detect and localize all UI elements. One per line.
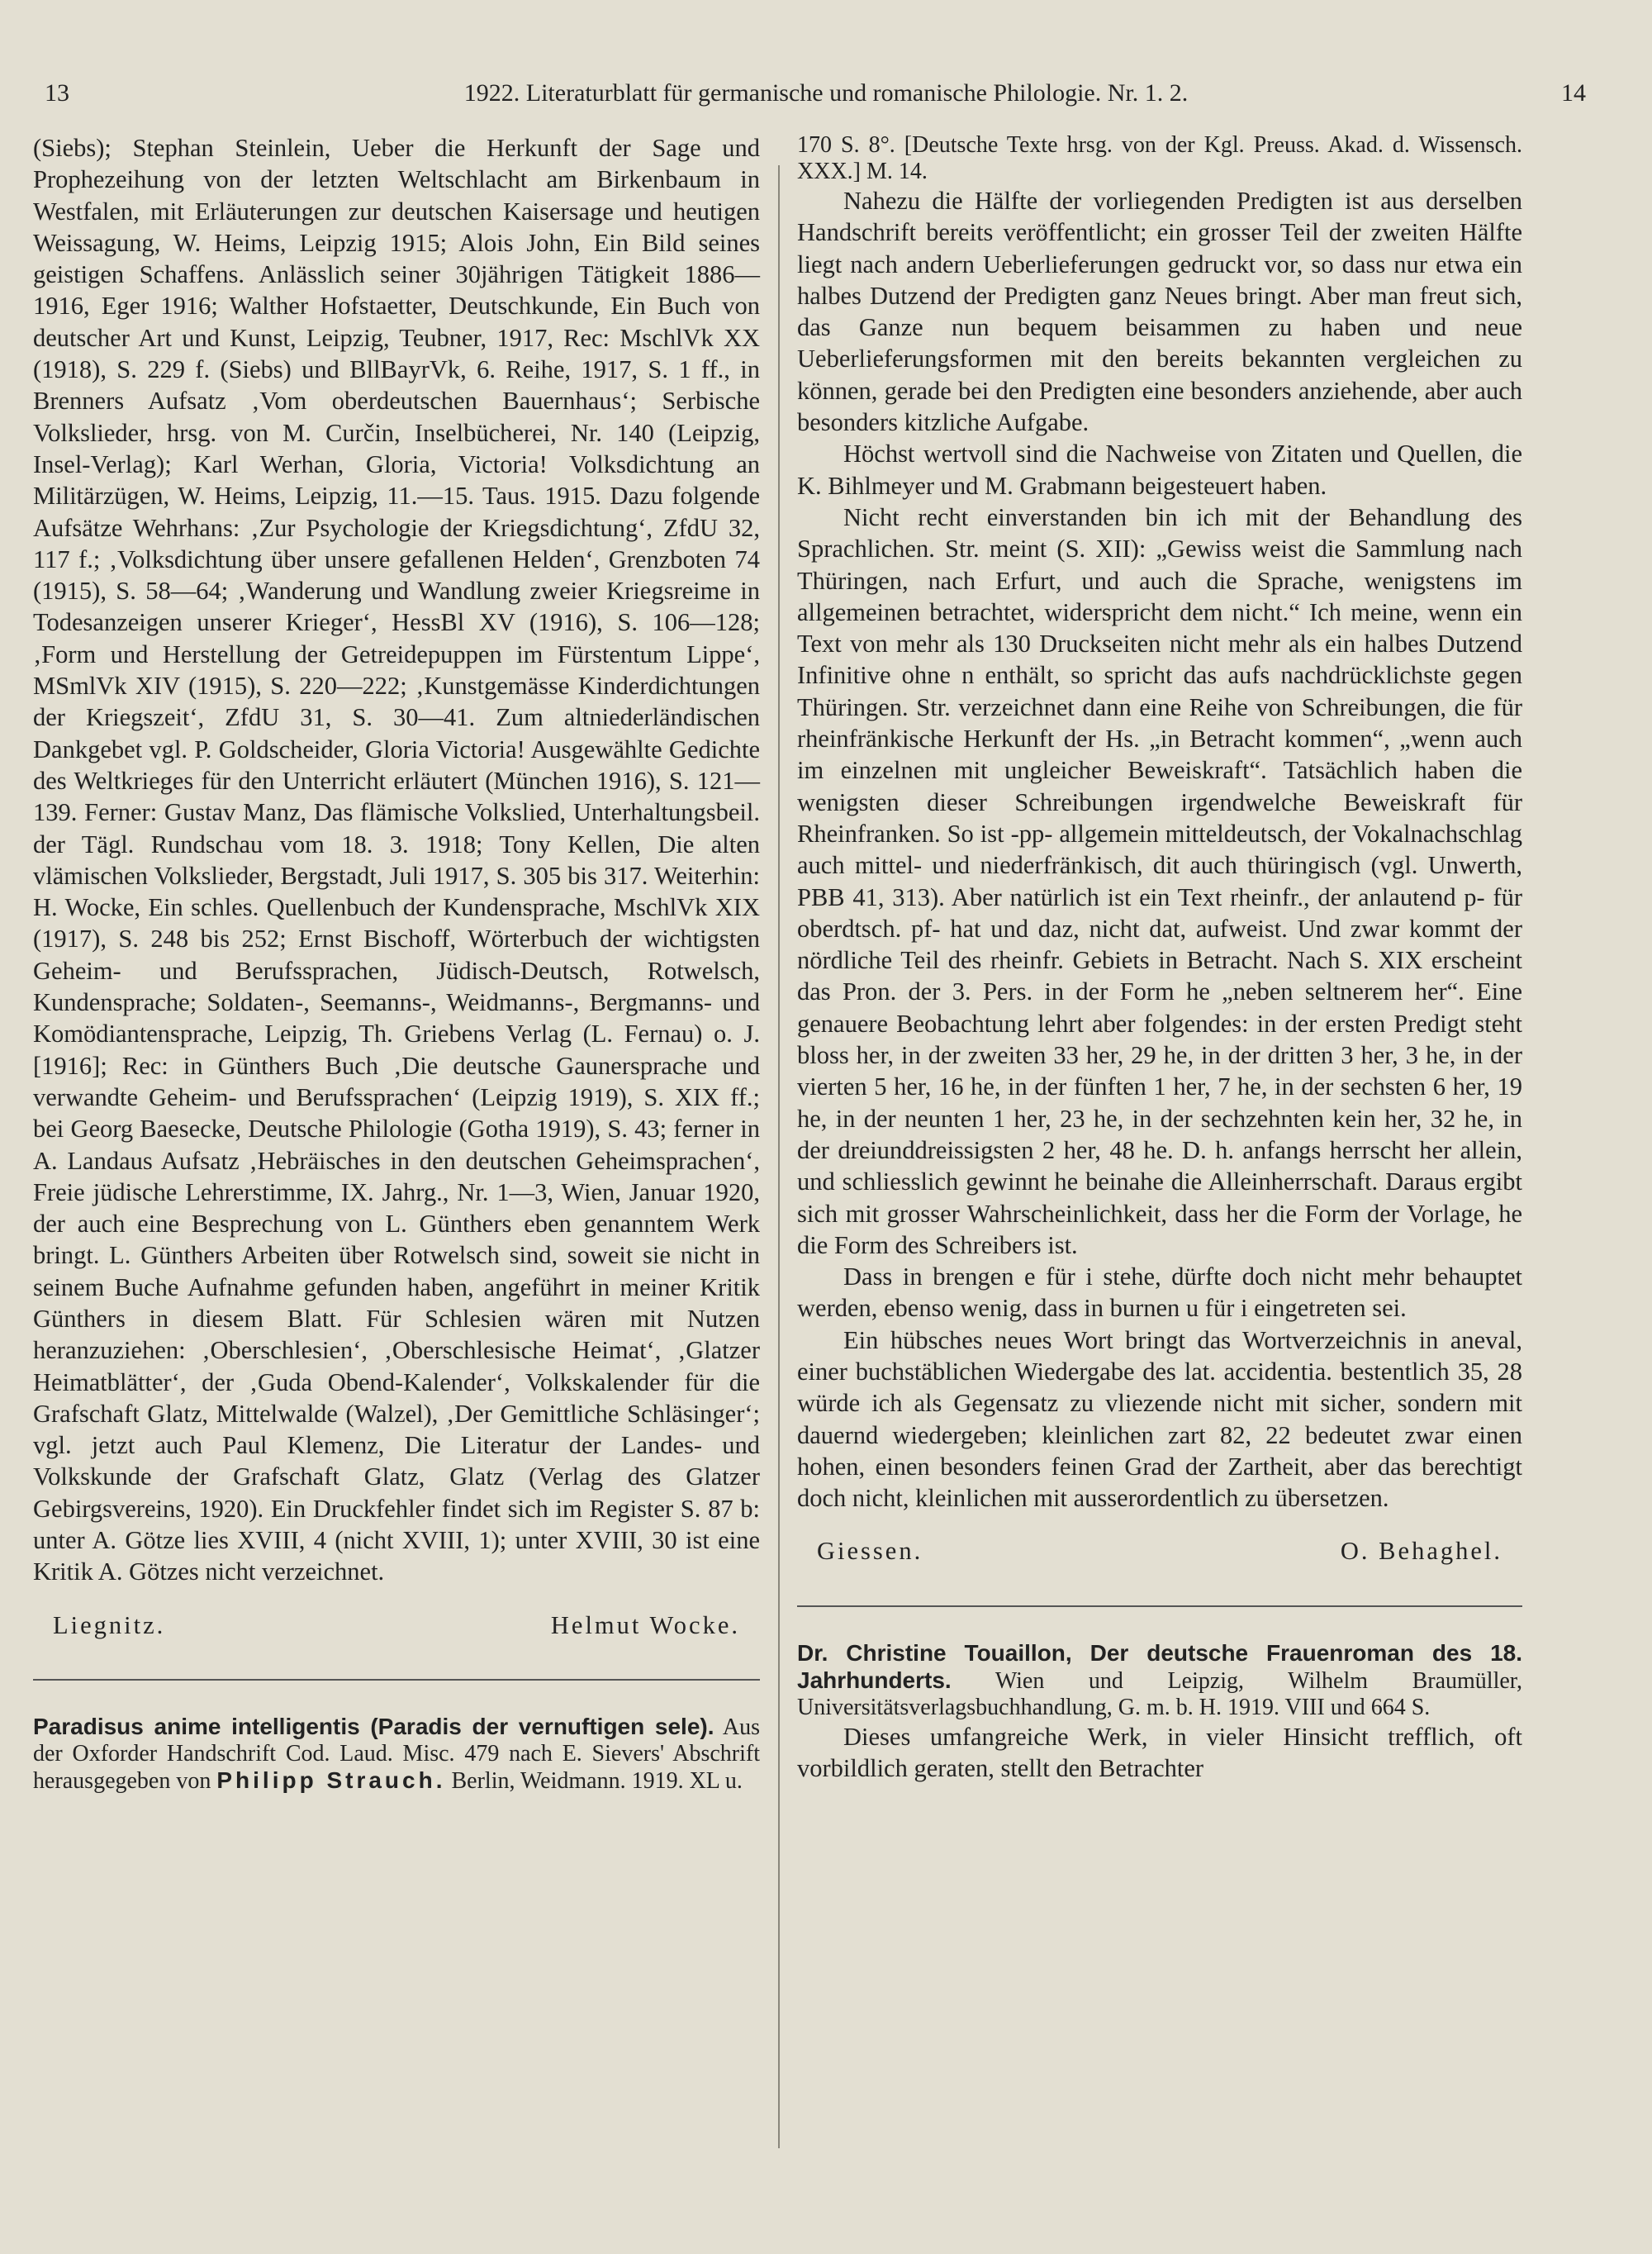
section-rule [33,1679,760,1681]
signature-place: Giessen. [817,1537,923,1566]
signature-author: O. Behaghel. [1340,1537,1502,1566]
review-body: Aus der Oxforder Handschrift Cod. Laud. Misc. 479 nach E. Sievers' Abschrift herausgegeben von [33,1714,760,1794]
paragraph-5: Ein hübsches neues Wort bringt das Wortverzeichnis in aneval, einer buchstäblichen Wiedergabe des lat. accidentia. bestentlich 35, 28 würde ich als Gegensatz zu vliezende nicht mit sicher, sondern mit dauernd wiedergeben; kleinlichen zart 82, 22 bedeutet zwar einen hohen, einen besonders feinen Grad der Zartheit, aber das berechtigt doch nicht, kleinlichen mit ausserordentlich zu übersetzen. [797,1325,1522,1513]
review-intro: 170 S. 8°. [Deutsche Texte hrsg. von der Kgl. Preuss. Akad. d. Wissensch. XXX.] M. 14. [797,132,1522,184]
page-header [33,79,1619,121]
paragraph-1: Nahezu die Hälfte der vorliegenden Predigten ist aus derselben Handschrift bereits veröffentlicht; ein grosser Teil der zweiten Hälfte liegt nach andern Ueberlieferungen gedruckt vor, so dass nur etwa ein halbes Dutzend der Predigten ganz Neues bringt. Aber man freut sich, das Ganze nun bequem beisammen zu haben und neue Ueberlieferungsformen mit den bereits bekannten vergleichen zu können, gerade bei den Predigten eine besonders anziehende, aber auch besonders kitzliche Aufgabe. [797,187,1522,437]
left-paragraph: (Siebs); Stephan Steinlein, Ueber die Herkunft der Sage und Prophezeihung von der letzten Weltschlacht am Birkenbaum in Westfalen, mit Erläuterungen zur deutschen Kaisersage und heutigen Weissagung, W. Heims, Leipzig 1915; Alois John, Ein Bild seines geistigen Schaffens. Anlässlich seiner 30jährigen Tätigkeit 1886—1916, Eger 1916; Walther Hofstaetter, Deutschkunde, Ein Buch von deutscher Art und Kunst, Leipzig, Teubner, 1917, Rec: MschlVk XX (1918), S. 229 f. (Siebs) und BllBayrVk, 6. Reihe, 1917, S. 1 ff., in Brenners Aufsatz ‚Vom oberdeutschen Bauernhaus‘; Serbische Volkslieder, hrsg. von M. Curčin, Inselbücherei, Nr. 140 (Leipzig, Insel-Verlag); Karl Werhan, Gloria, Victoria! Volksdichtung an Militärzügen, W. Heims, Leipzig, 11.—15. Taus. 1915. Dazu folgende Aufsätze Wehrhans: ‚Zur Psychologie der Kriegsdichtung‘, ZfdU 32, 117 f.; ‚Volksdichtung über unsere gefallenen Helden‘, Grenzboten 74 (1915), S. 58—64; ‚Wanderung und Wandlung zweier Kriegsreime in Todesanzeigen unserer Krieger‘, HessBl XV (1916), S. 106—128; ‚Form und Herstellung der Getreidepuppen im Fürstentum Lippe‘, MSmlVk XIV (1915), S. 220—222; ‚Kunstgemässe Kinderdichtungen der Kriegszeit‘, ZfdU 31, S. 30—41. Zum altniederländischen Dankgebet vgl. P. Goldscheider, Gloria Victoria! Ausgewählte Gedichte des Weltkrieges für den Unterricht erläutert (München 1916), S. 121—139. Ferner: Gustav Manz, Das flämische Volkslied, Unterhaltungsbeil. der Tägl. Rundschau vom 18. 3. 1918; Tony Kellen, Die alten vlämischen Volkslieder, Bergstadt, Juli 1917, S. 305 bis 317. Weiterhin: H. Wocke, Ein schles. Quellenbuch der Kundensprache, MschlVk XIX (1917), S. 248 bis 252; Ernst Bischoff, Wörterbuch der wichtigsten Geheim- und Berufssprachen, Jüdisch-Deutsch, Rotwelsch, Kundensprache; Soldaten-, Seemanns-, Weidmanns-, Bergmanns- und Komödiantensprache, Leipzig, Th. Griebens Verlag (L. Fernau) o. J. [1916]; Rec: in Günthers Buch ‚Die deutsche Gaunersprache und verwandte Geheim- und Berufssprachen‘ (Leipzig 1919), S. XIX ff.; bei Georg Baesecke, Deutsche Philologie (Gotha 1919), S. 43; ferner in A. Landaus Aufsatz ‚Hebräisches in den deutschen Geheimsprachen‘, Freie jüdische Lehrerstimme, IX. Jahrg., Nr. 1—3, Wien, Januar 1920, der auch eine Besprechung von L. Günthers eben genanntem Werk bringt. L. Günthers Arbeiten über Rotwelsch sind, soweit sie nicht in seinem Buche Aufnahme gefunden haben, angeführt in meiner Kritik Günthers in diesem Blatt. Für Schlesien wären mit Nutzen heranzuziehen: ‚Oberschlesien‘, ‚Oberschlesische Heimat‘, ‚Glatzer Heimatblätter‘, der ‚Guda Obend-Kalender‘, Volkskalender für die Grafschaft Glatz, Mittelwalde (Walzel), ‚Der Gemittliche Schläsinger‘; vgl. jetzt auch Paul Klemenz, Die Literatur der Landes- und Volkskunde der Grafschaft Glatz, Glatz (Verlag des Glatzer Gebirgsvereins, 1920). Ein Druckfehler findet sich im Register S. 87 b: unter A. Götze lies XVIII, 4 (nicht XVIII, 1); unter XVIII, 30 ist eine Kritik A. Götzes nicht verzeichnet. [33,134,760,1586]
review-publication: Berlin, Weidmann. 1919. XL u. [451,1767,743,1794]
left-column [33,132,760,1795]
running-title: 1922. Literaturblatt für germanische und romanische Philologie. Nr. 1. 2. [463,79,1189,107]
review-header [33,1714,760,1795]
section-rule [797,1605,1522,1607]
right-signature [797,1535,1522,1567]
review-header [797,1640,1522,1721]
signature-author: Helmut Wocke. [550,1610,740,1639]
review-publication: Wien und Leipzig, Wilhelm Braumüller, Universitätsverlagsbuchhandlung, G. m. b. H. 1919. VIII und 664 S. [797,1667,1522,1720]
paragraph-6: Dieses umfangreiche Werk, in vieler Hinsicht trefflich, oft vorbildlich geraten, stellt den Betrachter [797,1722,1522,1783]
review-title: Dr. Christine Touaillon, Der deutsche Frauenroman des 18. Jahrhunderts. [797,1639,1522,1693]
paragraph-2: Höchst wertvoll sind die Nachweise von Zitaten und Quellen, die K. Bihlmeyer und M. Grabmann beigesteuert haben. [797,440,1522,500]
review-editor: Philipp Strauch. [216,1767,446,1793]
review-title: Paradisus anime intelligentis (Paradis der vernuftigen sele). [33,1713,714,1739]
page-number-left: 13 [45,79,69,107]
page-number-right: 14 [1561,79,1586,107]
left-signature [33,1610,760,1641]
right-column [797,132,1522,1784]
paragraph-3: Nicht recht einverstanden bin ich mit der Behandlung des Sprachlichen. Str. meint (S. XII): „Gewiss weist die Sammlung nach Thüringen, nach Erfurt, und auch die Sprache, wenigstens im allgemeinen betrachtet, widerspricht dem nicht.“ Ich meine, wenn ein Text von mehr als 130 Druckseiten nicht mehr als ein halbes Dutzend Infinitive ohne n enthält, so spricht das aufs nachdrücklichste gegen Thüringen. Str. verzeichnet dann eine Reihe von Schreibungen, die für rheinfränkische Herkunft der Hs. „in Betracht kommen“, „wenn auch im einzelnen mit ungleicher Beweiskraft“. Tatsächlich haben die wenigsten dieser Schreibungen irgendwelche Beweiskraft für Rheinfranken. So ist -pp- allgemein mitteldeutsch, der Vokalnachschlag auch mittel- und niederfränkisch, dit auch thüringisch (vgl. Unwerth, PBB 41, 313). Aber natürlich ist ein Text rheinfr., der anlautend p- für oberdtsch. pf- hat und daz, nicht dat, aufweist. Und zwar kommt der nördliche Teil des rheinfr. Gebiets in Betracht. Nach S. XIX erscheint das Pron. der 3. Pers. in der Form he „neben seltnerem her“. Eine genauere Beobachtung lehrt aber folgendes: in der ersten Predigt steht bloss her, in der zweiten 33 her, 29 he, in der dritten 3 her, 3 he, in der vierten 5 her, 16 he, in der fünften 1 her, 7 he, in der sechsten 6 her, 19 he, in der neunten 1 her, 23 he, in der sechzehnten kein her, 32 he, in der dreiunddreissigsten 2 her, 48 he. D. h. anfangs herrscht her allein, und schliesslich gewinnt he beinahe die Alleinherrschaft. Daraus ergibt sich mit grosser Wahrscheinlichkeit, dass her die Form der Vorlage, he die Form des Schreibers ist. [797,502,1522,1259]
paragraph-4: Dass in brengen e für i stehe, dürfte doch nicht mehr behauptet werden, ebenso wenig, dass in burnen u für i eingetreten sei. [797,1263,1522,1323]
signature-place: Liegnitz. [53,1610,166,1639]
column-divider [778,165,780,2148]
